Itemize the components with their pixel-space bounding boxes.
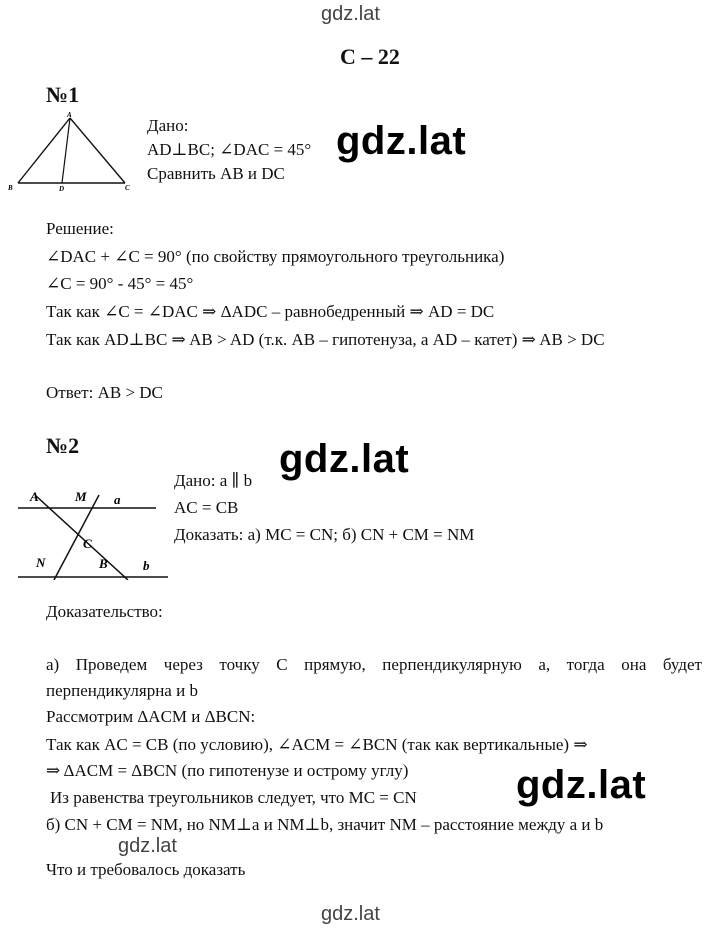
solution-line-3: Так как ∠C = ∠DAC ⇒ ΔADC – равнобедренный ⇒ AD = DC	[46, 302, 495, 321]
proof-line-7: б) CN + CM = NM, но NM⊥a и NM⊥b, значит NM – расстояние между a и b	[46, 815, 604, 834]
conclusion: Что и требовалось доказать	[46, 860, 246, 879]
problem1-number: №1	[46, 82, 80, 107]
watermark-problem1: gdz.lat	[336, 119, 467, 163]
watermark-problem2: gdz.lat	[279, 437, 410, 481]
watermark-bottom: gdz.lat	[321, 903, 380, 925]
segment-ad	[62, 118, 70, 183]
triangle-figure	[8, 108, 138, 192]
label-line-a: a	[114, 492, 121, 507]
solution-line-4: Так как AD⊥BC ⇒ AB > AD (т.к. AB – гипотенуза, а AD – катет) ⇒ AB > DC	[46, 330, 605, 349]
watermark-proof: gdz.lat	[516, 763, 647, 807]
label-point-n: N	[36, 555, 46, 570]
given-equal: AC = CB	[174, 498, 239, 517]
label-point-b: B	[99, 556, 108, 571]
label-point-m: M	[75, 489, 87, 504]
side-ab	[18, 118, 70, 183]
watermark-lower-small: gdz.lat	[118, 835, 177, 857]
side-ac	[70, 118, 125, 183]
given-label: Дано:	[147, 116, 189, 135]
given-parallel: Дано: a ∥ b	[174, 471, 253, 490]
watermark-top: gdz.lat	[321, 3, 380, 25]
page-heading: С – 22	[340, 44, 400, 69]
given-condition: AD⊥BC; ∠DAC = 45°	[147, 140, 312, 159]
proof-label: Доказательство:	[46, 602, 163, 621]
proof-line-6: Из равенства треугольников следует, что MC = CN	[50, 788, 417, 807]
parallel-lines-figure	[8, 480, 168, 580]
problem2-number: №2	[46, 433, 80, 458]
proof-line-a2: перпендикулярна и b	[46, 681, 198, 700]
solution-line-2: ∠C = 90° - 45° = 45°	[46, 274, 194, 293]
answer: Ответ: AB > DC	[46, 383, 163, 402]
label-a: A	[67, 111, 72, 119]
label-d: D	[59, 185, 65, 192]
label-b: B	[8, 184, 13, 192]
task-compare: Сравнить AB и DC	[147, 164, 285, 183]
proof-line-4: Так как AC = CB (по условию), ∠ACM = ∠BCN (так как вертикальные) ⇒	[46, 735, 588, 754]
solution-line-1: ∠DAC + ∠C = 90° (по свойству прямоугольного треугольника)	[46, 247, 505, 266]
proof-line-3: Рассмотрим ΔACM и ΔBCN:	[46, 707, 256, 726]
label-point-a: A	[30, 489, 39, 504]
proof-line-5: ⇒ ΔACM = ΔBCN (по гипотенузе и острому углу)	[46, 761, 409, 780]
label-c: C	[125, 184, 130, 192]
prove-statement: Доказать: а) MC = CN; б) CN + CM = NM	[174, 525, 475, 544]
solution-label: Решение:	[46, 219, 114, 238]
proof-line-a1: а) Проведем через точку С прямую, перпендикулярную а, тогда она будет	[46, 655, 702, 674]
label-line-b: b	[143, 558, 150, 573]
label-point-c: C	[83, 536, 92, 551]
